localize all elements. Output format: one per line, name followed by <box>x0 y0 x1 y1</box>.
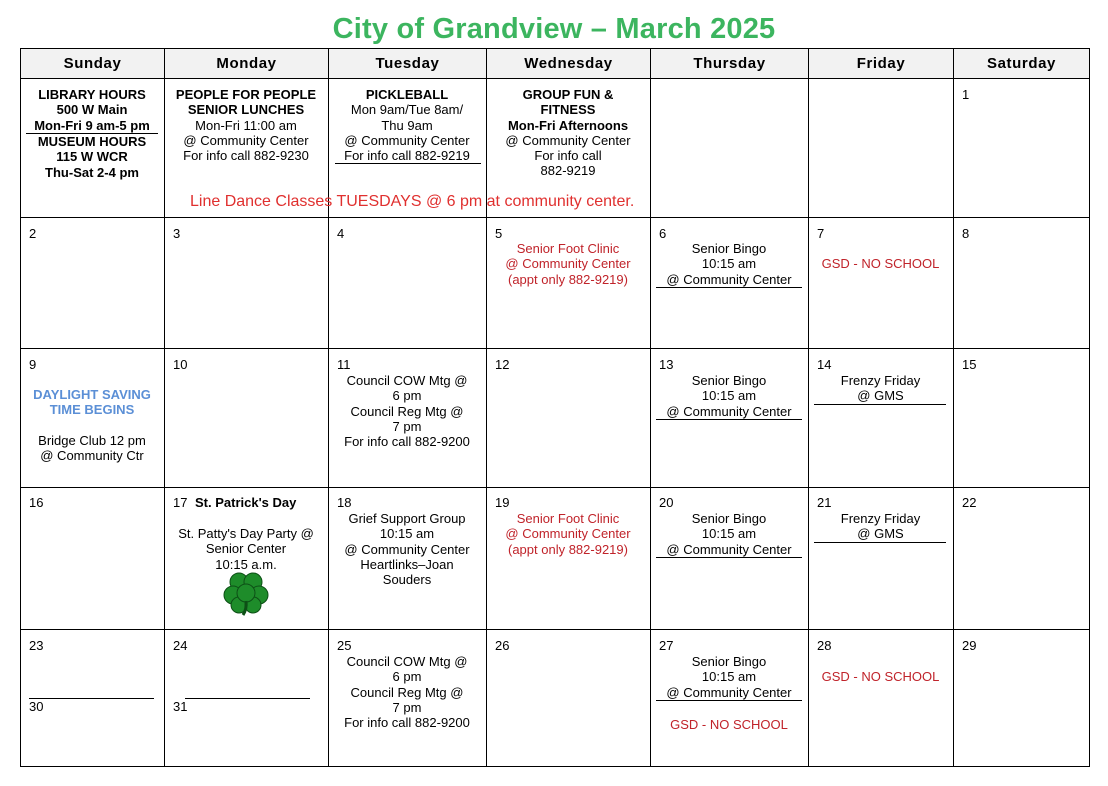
event-title: Frenzy Friday <box>840 511 921 526</box>
grid-line <box>20 629 1090 630</box>
pickleball-schedule: Mon 9am/Tue 8am/ <box>350 102 464 118</box>
day-number: 19 <box>495 495 510 510</box>
pickleball-schedule-2: Thu 9am <box>381 117 433 133</box>
dst-notice <box>20 387 164 418</box>
event-title: Senior Foot Clinic <box>516 241 620 256</box>
group-fun-phone: 882-9219 <box>540 163 596 179</box>
event-title: Senior Bingo <box>691 241 767 256</box>
museum-schedule: Thu-Sat 2-4 pm <box>45 164 139 180</box>
line-dance-notice: Line Dance Classes TUESDAYS @ 6 pm at community center. <box>190 193 635 210</box>
event-phone: For info call 882-9200 <box>344 715 470 731</box>
grid-line <box>20 348 1090 349</box>
library-hours-title: LIBRARY HOURS <box>38 87 146 102</box>
event-title-2: Council Reg Mtg @ <box>350 684 464 700</box>
day-number: 24 <box>173 638 188 653</box>
group-fun-title-2: FITNESS <box>540 102 596 118</box>
council-meeting-event <box>328 373 486 449</box>
day-number: 8 <box>962 226 970 241</box>
no-school-notice: GSD - NO SCHOOL <box>821 256 940 271</box>
st-patty-party-event <box>164 526 328 572</box>
day-number: 1 <box>962 87 970 102</box>
pickleball-location: @ Community Center <box>344 132 470 148</box>
grid-line <box>20 766 1090 767</box>
header-wednesday: Wednesday <box>487 49 650 78</box>
event-host: Heartlinks–Joan <box>360 556 454 572</box>
header-monday: Monday <box>165 49 328 78</box>
event-location: @ Community Center <box>666 403 792 419</box>
museum-hours <box>20 134 164 180</box>
grief-support-event <box>328 511 486 587</box>
bingo-event <box>650 511 808 557</box>
group-fun-schedule: Mon-Fri Afternoons <box>507 117 629 133</box>
event-note: (appt only 882-9219) <box>508 541 628 557</box>
grid-line <box>20 217 1090 218</box>
dst-line-2: TIME BEGINS <box>49 402 135 418</box>
event-title-2: Council Reg Mtg @ <box>350 403 464 419</box>
event-time: 6 pm <box>392 669 422 685</box>
senior-lunches-title: PEOPLE FOR PEOPLE <box>175 87 317 102</box>
bingo-event <box>650 373 808 419</box>
calendar-grid <box>20 48 1090 767</box>
header-friday: Friday <box>809 49 953 78</box>
divider <box>656 557 802 558</box>
day-number: 18 <box>337 495 352 510</box>
senior-lunches-phone: For info call 882-9230 <box>183 148 309 164</box>
senior-lunches-subtitle: SENIOR LUNCHES <box>187 102 305 118</box>
day-number: 2 <box>29 226 37 241</box>
grid-line <box>808 48 809 767</box>
event-title: Bridge Club 12 pm <box>38 433 146 448</box>
group-fun-info: For info call <box>534 148 602 164</box>
foot-clinic-event <box>486 511 650 557</box>
grid-line <box>20 487 1090 488</box>
no-school-notice: GSD - NO SCHOOL <box>821 669 940 684</box>
group-fun-location: @ Community Center <box>505 132 631 148</box>
divider <box>656 419 802 420</box>
day-number: 6 <box>659 226 667 241</box>
day-number: 13 <box>659 357 674 372</box>
shamrock-icon <box>221 571 271 617</box>
event-time: 10:15 am <box>701 669 757 685</box>
event-title: Senior Bingo <box>691 654 767 669</box>
event-time-2: 7 pm <box>392 418 422 434</box>
day-number: 28 <box>817 638 832 653</box>
event-host-2: Souders <box>382 572 432 588</box>
pickleball-title: PICKLEBALL <box>365 87 449 102</box>
event-location: @ Community Center <box>505 526 631 542</box>
event-title: Council COW Mtg @ <box>346 654 468 669</box>
day-number: 27 <box>659 638 674 653</box>
event-location: @ Community Center <box>505 256 631 272</box>
divider <box>185 698 310 699</box>
day-number: 17 <box>173 495 188 510</box>
day-number: 12 <box>495 357 510 372</box>
event-title: Senior Bingo <box>691 511 767 526</box>
day-number: 21 <box>817 495 832 510</box>
bingo-event <box>650 241 808 287</box>
event-title: Senior Foot Clinic <box>516 511 620 526</box>
day-number: 22 <box>962 495 977 510</box>
frenzy-friday-event <box>808 373 953 404</box>
event-location: @ Community Center <box>344 541 470 557</box>
event-location: @ Community Center <box>666 684 792 700</box>
event-location: Senior Center <box>205 541 287 557</box>
event-location: @ GMS <box>857 526 904 542</box>
library-address: 500 W Main <box>56 102 128 118</box>
event-location: @ GMS <box>857 388 904 404</box>
event-title: Grief Support Group <box>348 511 466 526</box>
dst-line-1: DAYLIGHT SAVING <box>33 387 151 402</box>
event-phone: For info call 882-9200 <box>344 434 470 450</box>
event-title: Frenzy Friday <box>840 373 921 388</box>
bridge-club-event <box>20 433 164 464</box>
st-patricks-day-title: St. Patrick's Day <box>195 495 297 510</box>
header-thursday: Thursday <box>651 49 808 78</box>
calendar-title: City of Grandview – March 2025 <box>332 13 776 45</box>
header-saturday: Saturday <box>954 49 1089 78</box>
senior-lunches-time: Mon-Fri 11:00 am <box>195 117 297 133</box>
event-time: 6 pm <box>392 388 422 404</box>
no-school-notice: GSD - NO SCHOOL <box>670 717 788 732</box>
event-location: @ Community Center <box>666 271 792 287</box>
senior-lunches-location: @ Community Center <box>183 132 309 148</box>
divider <box>29 698 154 699</box>
day-number: 9 <box>29 357 37 372</box>
frenzy-friday-event <box>808 511 953 542</box>
day-number: 31 <box>173 699 188 714</box>
divider <box>814 542 946 543</box>
divider <box>814 404 946 405</box>
day-number: 11 <box>337 357 351 372</box>
event-time-2: 7 pm <box>392 699 422 715</box>
event-title: Senior Bingo <box>691 373 767 388</box>
pickleball-phone: For info call 882-9219 <box>344 148 470 164</box>
senior-lunches <box>164 87 328 163</box>
day-number: 15 <box>962 357 977 372</box>
day-number: 20 <box>659 495 674 510</box>
day-number: 29 <box>962 638 977 653</box>
day-number: 25 <box>337 638 352 653</box>
group-fun-title: GROUP FUN & <box>522 87 614 102</box>
day-number: 10 <box>173 357 188 372</box>
event-time: 10:15 am <box>701 388 757 404</box>
header-tuesday: Tuesday <box>329 49 486 78</box>
event-time: 10:15 a.m. <box>215 556 277 572</box>
library-hours <box>20 87 164 133</box>
council-meeting-event <box>328 654 486 730</box>
foot-clinic-event <box>486 241 650 287</box>
event-title: Council COW Mtg @ <box>346 373 468 388</box>
day-number: 30 <box>29 699 44 714</box>
grid-line <box>20 78 1090 79</box>
event-time: 10:15 am <box>379 526 435 542</box>
day-number: 23 <box>29 638 44 653</box>
divider <box>335 163 481 164</box>
event-time: 10:15 am <box>701 256 757 272</box>
event-location: @ Community Ctr <box>40 448 144 464</box>
grid-line <box>1089 48 1090 767</box>
day-number: 7 <box>817 226 825 241</box>
group-fun-fitness <box>486 87 650 179</box>
event-note: (appt only 882-9219) <box>508 271 628 287</box>
pickleball <box>328 87 486 163</box>
day-number: 5 <box>495 226 503 241</box>
event-time: 10:15 am <box>701 526 757 542</box>
divider <box>656 700 802 701</box>
museum-hours-title: MUSEUM HOURS <box>37 134 147 149</box>
library-schedule: Mon-Fri 9 am-5 pm <box>34 117 150 133</box>
day-number: 16 <box>29 495 44 510</box>
day-number: 4 <box>337 226 345 241</box>
event-title: St. Patty's Day Party @ <box>178 526 314 541</box>
day-number: 26 <box>495 638 510 653</box>
event-location: @ Community Center <box>666 541 792 557</box>
bingo-event <box>650 654 808 700</box>
day-number: 3 <box>173 226 181 241</box>
museum-address: 115 W WCR <box>56 149 128 165</box>
grid-line <box>953 48 954 767</box>
header-sunday: Sunday <box>21 49 164 78</box>
divider <box>656 287 802 288</box>
day-number: 14 <box>817 357 832 372</box>
